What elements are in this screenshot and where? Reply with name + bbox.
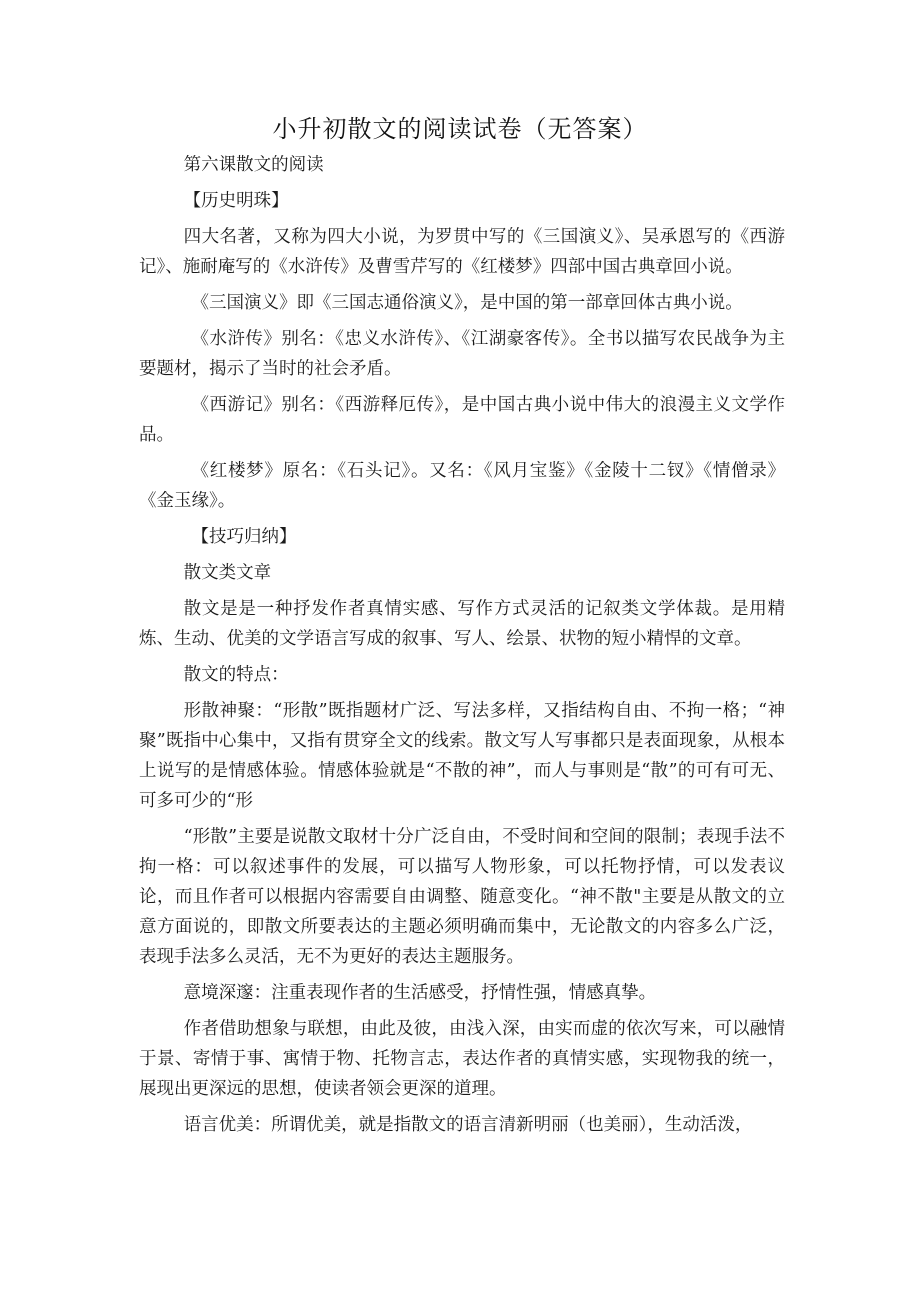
paragraph: 形散神聚：“形散”既指题材广泛、写法多样，又指结构自由、不拘一格；“神聚”既指中心集中，又指有贯穿全文的线索。散文写人写事都只是表面现象，从根本上说写的是情感体验。情感体验就是“不散的神”，而人与事则是“散”的可有可无、可多可少的“形 [139,701,785,811]
paragraph: 【技巧归纳】 [191,527,297,547]
paragraph: 散文是是一种抒发作者真情实感、写作方式灵活的记叙类文学体裁。是用精炼、生动、优美的文学语言写成的叙事、写人、绘景、状物的短小精悍的文章。 [139,599,785,649]
paragraph: 散文类文章 [183,563,272,583]
paragraph: 《三国演义》即《三国志通俗演义》，是中国的第一部章回体古典小说。 [191,293,743,313]
paragraph: 【历史明珠】 [183,191,289,211]
paragraph: 语言优美：所谓优美，就是指散文的语言清新明丽（也美丽），生动活泼， [183,1115,753,1135]
paragraph: 四大名著，又称为四大小说，为罗贯中写的《三国演义》、吴承恩写的《西游记》、施耐庵写的《水浒传》及曹雪芹写的《红楼梦》四部中国古典章回小说。 [139,227,785,277]
paragraph: 《红楼梦》原名：《石头记》。又名：《风月宝鉴》《金陵十二钗》《情僧录》《金玉缘》。 [139,461,785,511]
paragraph: “形散”主要是说散文取材十分广泛自由，不受时间和空间的限制；表现手法不拘一格：可以叙述事件的发展，可以描写人物形象，可以托物抒情，可以发表议论，而且作者可以根据内容需要自由调整、随意变化。“神不散"主要是从散文的立意方面说的，即散文所要表达的主题必须明确而集中，无论散文的内容多么广泛，表现手法多么灵活，无不为更好的表达主题服务。 [139,827,785,967]
paragraph: 《西游记》别名：《西游释厄传》，是中国古典小说中伟大的浪漫主义文学作品。 [139,395,785,445]
document-body [139,150,785,1146]
paragraph: 意境深邃：注重表现作者的生活感受，抒情性强，情感真挚。 [183,983,657,1003]
paragraph: 作者借助想象与联想，由此及彼，由浅入深，由实而虚的依次写来，可以融情于景、寄情于事、寓情于物、托物言志，表达作者的真情实感，实现物我的统一，展现出更深远的思想，使读者领会更深的道理。 [139,1019,785,1099]
document-title: 小升初散文的阅读试卷（无答案） [272,115,648,143]
paragraph: 第六课散文的阅读 [183,155,324,175]
paragraph: 《水浒传》别名：《忠义水浒传》、《江湖豪客传》。全书以描写农民战争为主要题材，揭示了当时的社会矛盾。 [139,329,785,379]
paragraph: 散文的特点： [183,665,289,685]
